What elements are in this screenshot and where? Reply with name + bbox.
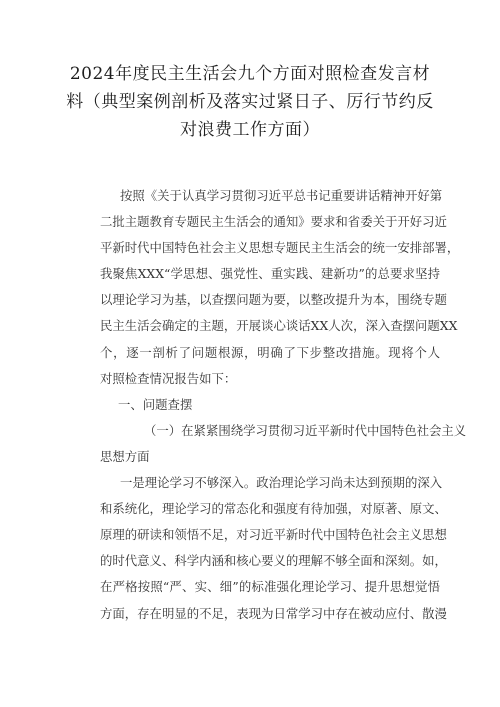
paragraph-line: 对照检查情况报告如下： <box>100 370 237 386</box>
problem-paragraph <box>100 470 447 627</box>
paragraph-line: 民主生活会确定的主题，开展谈心谈话XX人次，深入查摆问题XX <box>100 318 458 334</box>
paragraph-line: 我聚焦XXX“学思想、强党性、重实践、建新功”的总要求坚持 <box>100 266 440 282</box>
paragraph-line: 按照《关于认真学习贯彻习近平总书记重要讲话精神开好第 <box>120 188 443 203</box>
paragraph-line: 的时代意义、科学内涵和核心要义的理解不够全面和深刻。如， <box>100 553 447 569</box>
subsection-heading <box>100 418 467 470</box>
paragraph-line: 平新时代中国特色社会主义思想专题民主生活会的统一安排部署， <box>100 240 460 256</box>
paragraph-line: 方面，存在明显的不足，表现为日常学习中存在被动应付、散漫 <box>100 605 447 621</box>
subsection-heading-line: 思想方面 <box>100 448 150 464</box>
paragraph-line: 二批主题教育专题民主生活会的通知》要求和省委关于开好习近 <box>100 214 447 230</box>
title-line-3: 对浪费工作方面） <box>180 120 320 140</box>
document-title <box>40 60 460 144</box>
subsection-heading-line: （一）在紧紧围绕学习贯彻习近平新时代中国特色社会主义 <box>144 422 467 438</box>
paragraph-line: 原理的研读和领悟不足，对习近平新时代中国特色社会主义思想 <box>100 527 447 543</box>
title-line-2: 料（典型案例剖析及落实过紧日子、厉行节约反 <box>66 92 434 112</box>
intro-paragraph <box>100 183 460 392</box>
title-line-1: 2024年度民主生活会九个方面对照检查发言材 <box>69 64 431 84</box>
document-body <box>100 183 467 627</box>
section-heading <box>100 392 440 418</box>
paragraph-line: 在严格按照“严、实、细”的标准强化理论学习、提升思想觉悟 <box>100 579 440 595</box>
section-heading-text: 一、问题查摆 <box>118 396 193 412</box>
paragraph-line: 以理论学习为基，以查摆问题为要，以整改提升为本，围绕专题 <box>100 292 447 308</box>
paragraph-line: 和系统化，理论学习的常态化和强度有待加强，对原著、原文、 <box>100 501 447 517</box>
paragraph-line: 一是理论学习不够深入。政治理论学习尚未达到预期的深入 <box>120 475 443 491</box>
paragraph-line: 个，逐一剖析了问题根源，明确了下步整改措施。现将个人 <box>100 344 440 360</box>
